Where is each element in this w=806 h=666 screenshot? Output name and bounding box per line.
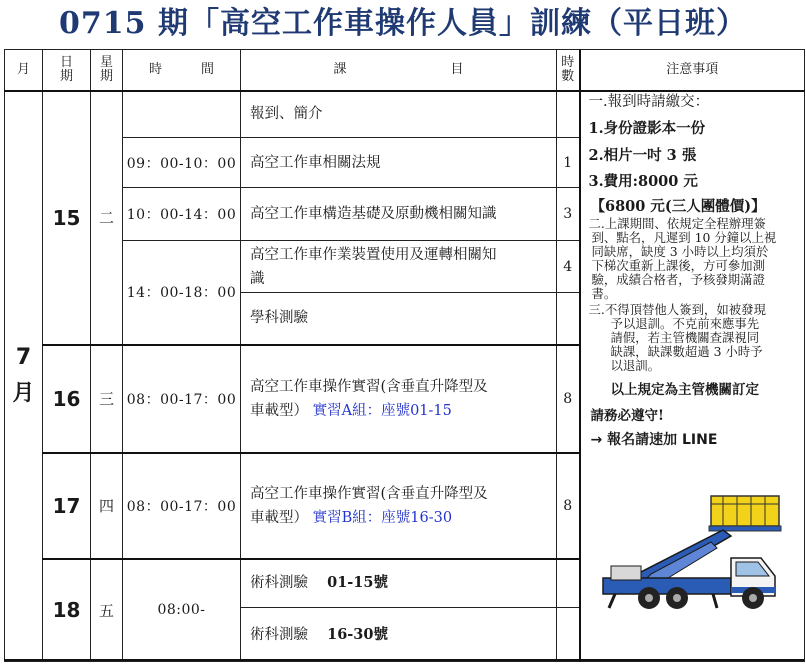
weekday-cell: 四 xyxy=(91,453,123,559)
seat-range: 01-15號 xyxy=(327,574,388,592)
practice-group-a: 實習A組：座號01-15 xyxy=(312,402,452,419)
time-cell xyxy=(123,91,241,138)
header-notes: 注意事項 xyxy=(580,50,805,91)
time-cell: 08：00-17：00 xyxy=(123,453,241,559)
month-number: 7 xyxy=(15,345,32,371)
seat-range: 16-30號 xyxy=(327,625,388,643)
hours-cell xyxy=(557,559,580,608)
note-1a: 1.身份證影本一份 xyxy=(588,119,706,137)
aerial-work-truck-illustration xyxy=(593,492,793,617)
rule-line-1: 以上規定為主管機關訂定 xyxy=(610,381,759,398)
notes-panel xyxy=(580,91,805,662)
time-cell: 10：00-14：00 xyxy=(123,188,241,241)
date-cell: 17 xyxy=(43,453,91,559)
note-3-line-1: 三.不得頂替他人簽到，如被發現 xyxy=(588,301,766,317)
time-cell: 09：00-10：00 xyxy=(123,138,241,188)
course-cell: 高空工作車構造基礎及原動機相關知識 xyxy=(241,188,557,241)
note-2-line-4: 下梯次重新上課後，方可參加測 xyxy=(591,257,765,273)
course-cell: 術科測驗 01-15號 xyxy=(241,559,557,608)
course-cell: 高空工作車作業裝置使用及運轉相關知 識 xyxy=(241,241,557,293)
course-cell: 報到、簡介 xyxy=(241,91,557,138)
note-2-line-2: 到、點名，凡遲到 10 分鐘以上視 xyxy=(591,229,777,245)
training-schedule-table xyxy=(4,49,805,662)
date-cell: 16 xyxy=(43,345,91,453)
note-2-line-3: 同缺席，缺度 3 小時以上均須於 xyxy=(591,243,769,259)
month-cell xyxy=(5,91,43,662)
hours-cell: 8 xyxy=(557,453,580,559)
hours-cell: 3 xyxy=(557,188,580,241)
weekday-cell: 二 xyxy=(91,91,123,345)
note-1d: 【6800 元(三人團體價)】 xyxy=(590,197,766,215)
note-2-line-5: 驗，成績合格者，予核發期滿證 xyxy=(591,271,765,287)
note-3-line-2: 予以退訓。不克前來應事先 xyxy=(610,315,760,331)
note-2-line-1: 二.上課期間、依規定全程辦理簽 xyxy=(588,215,766,231)
note-1c: 3.費用:8000 元 xyxy=(588,172,698,190)
weekday-cell: 五 xyxy=(91,559,123,662)
header-weekday: 星 期 xyxy=(91,50,123,91)
table-bottom-border xyxy=(4,659,804,666)
time-cell: 08：00-17：00 xyxy=(123,345,241,453)
header-time: 時 間 xyxy=(123,50,241,91)
time-cell: 08:00- xyxy=(123,559,241,662)
course-cell: 學科測驗 xyxy=(241,293,557,345)
header-date: 日 期 xyxy=(43,50,91,91)
hours-cell: 8 xyxy=(557,345,580,453)
header-hours: 時 數 xyxy=(557,50,580,91)
course-cell: 高空工作車操作實習(含垂直升降型及 車載型） 實習B組：座號16-30 xyxy=(241,453,557,559)
practice-group-b: 實習B組：座號16-30 xyxy=(312,509,453,526)
month-unit: 月 xyxy=(12,381,35,407)
date-cell: 18 xyxy=(43,559,91,662)
hours-cell xyxy=(557,91,580,138)
weekday-cell: 三 xyxy=(91,345,123,453)
note-1: 一.報到時請繳交： xyxy=(588,93,710,110)
course-cell: 術科測驗 16-30號 xyxy=(241,608,557,662)
course-cell: 高空工作車相關法規 xyxy=(241,138,557,188)
note-3-line-5: 以退訓。 xyxy=(610,357,661,373)
hours-cell xyxy=(557,608,580,662)
note-1b: 2.相片一吋 3 張 xyxy=(588,146,697,164)
page-title: 0715 期「高空工作車操作人員」訓練（平日班） xyxy=(59,6,747,41)
hours-cell xyxy=(557,293,580,345)
header-course: 課 目 xyxy=(241,50,557,91)
date-cell: 15 xyxy=(43,91,91,345)
course-cell: 高空工作車操作實習(含垂直升降型及 車載型） 實習A組：座號01-15 xyxy=(241,345,557,453)
hours-cell: 1 xyxy=(557,138,580,188)
note-3-line-4: 缺課，缺課數超過 3 小時予 xyxy=(610,343,763,359)
rule-line-2: 請務必遵守! xyxy=(590,407,664,424)
note-2-line-6: 書。 xyxy=(591,285,617,301)
line-signup-text[interactable]: → 報名請速加 LINE xyxy=(590,431,718,448)
note-3-line-3: 請假，若主管機關查課視同 xyxy=(610,329,760,345)
header-month: 月 xyxy=(5,50,43,91)
time-cell: 14：00-18：00 xyxy=(123,241,241,345)
hours-cell: 4 xyxy=(557,241,580,293)
